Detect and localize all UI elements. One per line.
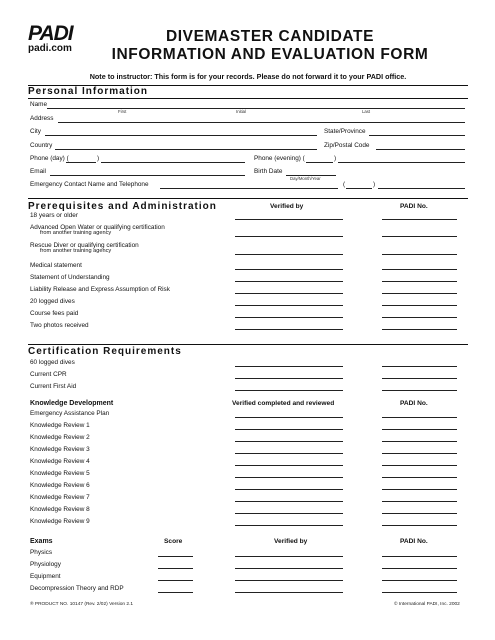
emergency-phone-field[interactable]: [378, 188, 465, 189]
knowledge-item-label: Emergency Assistance Plan: [30, 410, 110, 417]
email-label: Email: [30, 168, 46, 175]
footer-copyright: © International PADI, Inc. 2002: [394, 602, 460, 607]
section-rule: [28, 198, 468, 199]
logo-wordmark: PADI: [28, 22, 73, 45]
cert-padi-field[interactable]: [382, 366, 457, 367]
exam-padi-field[interactable]: [382, 568, 457, 569]
prereq-verified-field[interactable]: [235, 317, 343, 318]
exam-verified-field[interactable]: [235, 556, 343, 557]
knowledge-heading: Knowledge Development: [30, 400, 114, 407]
form-title-line2: INFORMATION AND EVALUATION FORM: [111, 46, 429, 63]
emergency-contact-field[interactable]: [160, 188, 338, 189]
name-field[interactable]: [47, 108, 465, 109]
phone-day-area-field[interactable]: [66, 162, 96, 163]
exams-verified-header: Verified by: [274, 538, 308, 545]
prereq-verified-field[interactable]: [235, 254, 343, 255]
prereq-padi-field[interactable]: [382, 219, 457, 220]
exam-score-field[interactable]: [158, 568, 193, 569]
knowledge-padi-field[interactable]: [382, 429, 457, 430]
prereq-verified-field[interactable]: [235, 219, 343, 220]
prereq-item-label: 20 logged dives: [30, 298, 75, 305]
emergency-paren-close: ): [373, 181, 376, 188]
knowledge-verified-field[interactable]: [235, 513, 343, 514]
city-field[interactable]: [45, 135, 317, 136]
prereq-padi-field[interactable]: [382, 329, 457, 330]
zip-label: Zip/Postal Code: [324, 142, 370, 149]
knowledge-verified-field[interactable]: [235, 525, 343, 526]
country-field[interactable]: [55, 149, 317, 150]
cert-verified-field[interactable]: [235, 378, 343, 379]
exam-score-field[interactable]: [158, 556, 193, 557]
prereq-padi-field[interactable]: [382, 281, 457, 282]
padi-logo: [28, 24, 74, 54]
exam-score-field[interactable]: [158, 592, 193, 593]
cert-heading: Certification Requirements: [28, 346, 182, 357]
knowledge-verified-field[interactable]: [235, 477, 343, 478]
knowledge-item-label: Knowledge Review 4: [30, 458, 90, 465]
cert-item-label: 60 logged dives: [30, 359, 75, 366]
prereq-verified-field[interactable]: [235, 269, 343, 270]
prereq-item-sublabel: from another training agency: [40, 248, 112, 254]
knowledge-item-label: Knowledge Review 3: [30, 446, 90, 453]
prereq-padi-field[interactable]: [382, 305, 457, 306]
exam-score-field[interactable]: [158, 580, 193, 581]
footer-product-number: ® PRODUCT NO. 10147 (Rev. 2/02) Version 2.1: [30, 602, 134, 607]
emergency-paren-open: (: [343, 181, 346, 188]
prereq-heading: Prerequisites and Administration: [28, 201, 217, 212]
prereq-padi-field[interactable]: [382, 236, 457, 237]
exam-verified-field[interactable]: [235, 568, 343, 569]
prereq-item-label: Course fees paid: [30, 310, 79, 317]
first-hint: First: [118, 109, 127, 114]
prereq-verified-header: Verified by: [270, 203, 304, 210]
form-title-line1: DIVEMASTER CANDIDATE: [165, 28, 375, 45]
prereq-padi-field[interactable]: [382, 317, 457, 318]
cert-padi-field[interactable]: [382, 378, 457, 379]
prereq-padi-field[interactable]: [382, 293, 457, 294]
knowledge-padi-field[interactable]: [382, 477, 457, 478]
address-field[interactable]: [58, 122, 465, 123]
exam-item-label: Equipment: [30, 573, 61, 580]
prereq-item-label: Two photos received: [30, 322, 89, 329]
state-field[interactable]: [369, 135, 465, 136]
knowledge-item-label: Knowledge Review 5: [30, 470, 90, 477]
knowledge-padi-field[interactable]: [382, 525, 457, 526]
exam-item-label: Physiology: [30, 561, 61, 568]
phone-day-paren: ): [97, 155, 100, 162]
prereq-verified-field[interactable]: [235, 281, 343, 282]
birth-date-hint: Day/Month/Year: [290, 176, 321, 181]
address-label: Address: [30, 115, 54, 122]
exam-item-label: Decompression Theory and RDP: [30, 585, 124, 592]
knowledge-padi-header: PADI No.: [400, 400, 428, 407]
birth-date-label: Birth Date: [254, 168, 283, 175]
knowledge-item-label: Knowledge Review 8: [30, 506, 90, 513]
phone-evening-label: Phone (evening) (: [254, 155, 305, 162]
zip-field[interactable]: [376, 149, 465, 150]
knowledge-item-label: Knowledge Review 2: [30, 434, 90, 441]
knowledge-verified-field[interactable]: [235, 489, 343, 490]
knowledge-padi-field[interactable]: [382, 489, 457, 490]
initial-hint: Initial: [236, 109, 247, 114]
knowledge-padi-field[interactable]: [382, 417, 457, 418]
knowledge-item-label: Knowledge Review 7: [30, 494, 90, 501]
phone-evening-field[interactable]: [338, 162, 465, 163]
knowledge-padi-field[interactable]: [382, 441, 457, 442]
exams-score-header: Score: [164, 538, 183, 545]
exam-padi-field[interactable]: [382, 580, 457, 581]
prereq-padi-field[interactable]: [382, 254, 457, 255]
prereq-item-label: Medical statement: [30, 262, 82, 269]
knowledge-item-label: Knowledge Review 6: [30, 482, 90, 489]
knowledge-padi-field[interactable]: [382, 465, 457, 466]
prereq-verified-field[interactable]: [235, 305, 343, 306]
knowledge-padi-field[interactable]: [382, 453, 457, 454]
section-rule: [28, 344, 468, 345]
city-label: City: [30, 128, 42, 135]
country-label: Country: [30, 142, 53, 149]
knowledge-verified-field[interactable]: [235, 465, 343, 466]
prereq-padi-header: PADI No.: [400, 203, 428, 210]
cert-padi-field[interactable]: [382, 390, 457, 391]
prereq-verified-field[interactable]: [235, 329, 343, 330]
instructor-note: Note to instructor: This form is for your records. Please do not forward it to your PADI office.: [89, 72, 407, 81]
exam-padi-field[interactable]: [382, 592, 457, 593]
knowledge-item-label: Knowledge Review 9: [30, 518, 90, 525]
name-label: Name: [30, 101, 48, 108]
phone-evening-area-field[interactable]: [306, 162, 333, 163]
section-rule: [28, 98, 468, 99]
exam-padi-field[interactable]: [382, 556, 457, 557]
exams-heading: Exams: [30, 538, 53, 545]
knowledge-verified-field[interactable]: [235, 429, 343, 430]
exam-item-label: Physics: [30, 549, 53, 556]
phone-day-label: Phone (day) (: [30, 155, 69, 162]
prereq-item-label: Liability Release and Express Assumption of Risk: [30, 286, 170, 293]
exam-verified-field[interactable]: [235, 580, 343, 581]
knowledge-padi-field[interactable]: [382, 501, 457, 502]
phone-evening-paren: ): [334, 155, 337, 162]
knowledge-verified-field[interactable]: [235, 417, 343, 418]
knowledge-verified-field[interactable]: [235, 453, 343, 454]
knowledge-verified-field[interactable]: [235, 441, 343, 442]
last-hint: Last: [362, 109, 371, 114]
knowledge-padi-field[interactable]: [382, 513, 457, 514]
logo-url: padi.com: [28, 43, 72, 54]
prereq-verified-field[interactable]: [235, 236, 343, 237]
cert-verified-field[interactable]: [235, 390, 343, 391]
prereq-item-sublabel: from another training agency: [40, 230, 112, 236]
prereq-item-label: 18 years or older: [30, 212, 78, 219]
prereq-item-label: Advanced Open Water or qualifying certification: [30, 224, 165, 231]
cert-item-label: Current CPR: [30, 371, 67, 378]
knowledge-verified-field[interactable]: [235, 501, 343, 502]
prereq-item-label: Statement of Understanding: [30, 274, 110, 281]
emergency-contact-label: Emergency Contact Name and Telephone: [30, 181, 149, 188]
prereq-padi-field[interactable]: [382, 269, 457, 270]
knowledge-item-label: Knowledge Review 1: [30, 422, 90, 429]
exams-padi-header: PADI No.: [400, 538, 428, 545]
prereq-item-label: Rescue Diver or qualifying certification: [30, 242, 139, 249]
emergency-area-field[interactable]: [346, 188, 372, 189]
phone-day-field[interactable]: [101, 162, 245, 163]
prereq-verified-field[interactable]: [235, 293, 343, 294]
cert-item-label: Current First Aid: [30, 383, 77, 390]
email-field[interactable]: [50, 175, 245, 176]
personal-info-heading: Personal Information: [28, 86, 149, 97]
state-label: State/Province: [324, 128, 366, 135]
exam-verified-field[interactable]: [235, 592, 343, 593]
knowledge-verified-header: Verified completed and reviewed: [232, 400, 335, 407]
cert-verified-field[interactable]: [235, 366, 343, 367]
